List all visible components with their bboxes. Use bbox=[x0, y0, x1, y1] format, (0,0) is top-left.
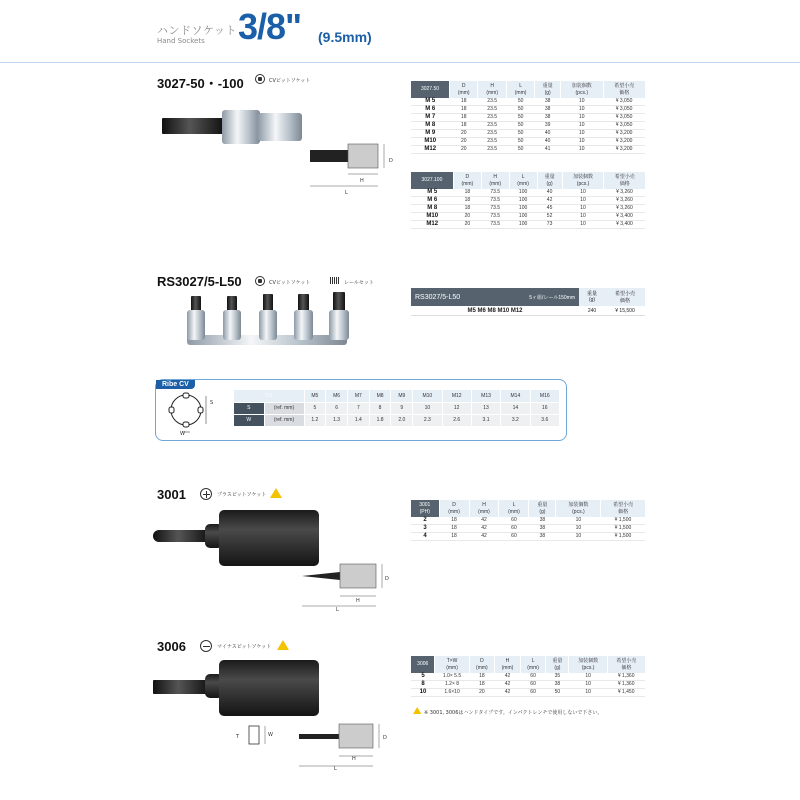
spec-table-rs3027 bbox=[411, 288, 645, 316]
table-cell: 18 bbox=[469, 673, 495, 681]
table-cell: 10 bbox=[562, 213, 604, 221]
table-header-cell: L (mm) bbox=[499, 500, 529, 517]
table-header-cell: 3027.50 bbox=[411, 81, 450, 98]
ribe-header-cell: M6 bbox=[326, 390, 348, 402]
table-row bbox=[411, 189, 645, 197]
table-cell: ¥ 3,260 bbox=[604, 197, 645, 205]
rs-weight: 240 bbox=[587, 307, 597, 314]
table-cell: ¥ 3,200 bbox=[603, 146, 645, 154]
table-cell: 18 bbox=[439, 517, 469, 525]
ribe-header-cell: M5 bbox=[304, 390, 326, 402]
table-cell: 23.5 bbox=[478, 146, 506, 154]
table-cell: 1.2× 8 bbox=[435, 681, 469, 689]
table-header-cell: 3001 (PH) bbox=[411, 500, 439, 517]
table-header-cell: L (mm) bbox=[506, 81, 534, 98]
ribe-row-unit: (ref. mm) bbox=[264, 414, 304, 426]
note-3001-3006: ※ 3001, 3006はハンドタイプです。インパクトレンチで使用しないで下さい。 bbox=[424, 710, 603, 716]
row-size-cell: M 5 bbox=[411, 98, 450, 106]
table-cell: 18 bbox=[450, 114, 478, 122]
dim-d-label: D bbox=[383, 735, 387, 741]
table-cell: ¥ 3,050 bbox=[603, 106, 645, 114]
ribe-value-cell: 10 bbox=[413, 402, 442, 414]
table-cell: 18 bbox=[450, 98, 478, 106]
table-cell: 10 bbox=[562, 189, 604, 197]
table-row bbox=[411, 681, 645, 689]
dim-l-label: L bbox=[345, 190, 348, 196]
ribe-value-cell: 3.6 bbox=[530, 414, 559, 426]
table-row bbox=[411, 221, 645, 229]
ribe-cv-tag: Ribe CV bbox=[156, 380, 195, 389]
table-cell: ¥ 1,500 bbox=[601, 525, 645, 533]
table-cell: 100 bbox=[509, 197, 537, 205]
dim-d-label: D bbox=[385, 576, 389, 582]
ribe-row-label: W bbox=[234, 414, 264, 426]
ribe-value-cell: 1.2 bbox=[304, 414, 326, 426]
table-cell: 45 bbox=[537, 205, 562, 213]
header-size-mm: (9.5mm) bbox=[318, 29, 372, 45]
table-header-cell: T×W (mm) bbox=[435, 656, 469, 673]
ribe-value-cell: 12 bbox=[442, 402, 471, 414]
row-size-cell: 3 bbox=[411, 525, 439, 533]
table-cell: 73.5 bbox=[481, 189, 509, 197]
table-cell: 52 bbox=[537, 213, 562, 221]
table-header-cell: 3027.100 bbox=[411, 172, 453, 189]
table-cell: 18 bbox=[439, 533, 469, 541]
table-header-cell: H (mm) bbox=[495, 656, 521, 673]
table-cell: ¥ 3,200 bbox=[603, 130, 645, 138]
ribe-value-cell: 3.2 bbox=[501, 414, 530, 426]
rs-price-hdr: 希望小売 価格 bbox=[614, 291, 635, 304]
table-row bbox=[411, 205, 645, 213]
ribe-value-cell: 1.4 bbox=[347, 414, 369, 426]
table-cell: 50 bbox=[506, 130, 534, 138]
table-cell: 10 bbox=[560, 138, 603, 146]
table-cell: 50 bbox=[506, 122, 534, 130]
table-cell: 38 bbox=[535, 98, 561, 106]
table-header-cell: 重量 (g) bbox=[535, 81, 561, 98]
table-cell: 35 bbox=[546, 673, 569, 681]
table-cell: 18 bbox=[450, 106, 478, 114]
row-size-cell: M 8 bbox=[411, 122, 450, 130]
ribe-header-cell: M12 bbox=[442, 390, 471, 402]
dim-w-label: W bbox=[268, 732, 273, 738]
table-cell: 73 bbox=[537, 221, 562, 229]
model-3006: 3006 bbox=[157, 639, 186, 654]
socket-3027-illustration bbox=[162, 110, 302, 144]
table-header-cell: 重量 (g) bbox=[529, 500, 556, 517]
table-cell: 73.5 bbox=[481, 213, 509, 221]
table-cell: 60 bbox=[520, 689, 546, 697]
ribe-value-cell: 8 bbox=[369, 402, 391, 414]
table-header-cell: H (mm) bbox=[469, 500, 499, 517]
table-row bbox=[411, 130, 645, 138]
table-cell: 50 bbox=[506, 98, 534, 106]
table-cell: 50 bbox=[506, 114, 534, 122]
ribe-value-cell: 13 bbox=[471, 402, 500, 414]
table-cell: 100 bbox=[509, 213, 537, 221]
ribe-value-cell: 6 bbox=[326, 402, 348, 414]
type-label-3001: プラスビットソケット bbox=[217, 492, 267, 498]
ribe-w-label: W bbox=[180, 431, 185, 437]
table-cell: 18 bbox=[453, 197, 481, 205]
dim-d-label: D bbox=[389, 158, 393, 164]
model-3001: 3001 bbox=[157, 487, 186, 502]
table-row bbox=[411, 533, 645, 541]
table-cell: 20 bbox=[450, 130, 478, 138]
table-cell: ¥ 3,400 bbox=[604, 213, 645, 221]
dim-l-label: L bbox=[334, 766, 337, 772]
table-cell: 100 bbox=[509, 205, 537, 213]
table-cell: 60 bbox=[499, 517, 529, 525]
ribe-value-cell: 9 bbox=[391, 402, 413, 414]
table-cell: 1.0× 5.5 bbox=[435, 673, 469, 681]
dimension-drawing-3001 bbox=[300, 560, 390, 616]
table-cell: ¥ 3,050 bbox=[603, 114, 645, 122]
table-cell: 60 bbox=[520, 673, 546, 681]
table-cell: ¥ 3,200 bbox=[603, 138, 645, 146]
ribe-header-cell: M13 bbox=[471, 390, 500, 402]
table-cell: 23.5 bbox=[478, 106, 506, 114]
warning-icon bbox=[270, 488, 282, 498]
header-title-jp: ハンドソケット bbox=[157, 24, 237, 37]
table-row bbox=[411, 689, 645, 697]
table-row bbox=[411, 146, 645, 154]
table-cell: ¥ 1,360 bbox=[607, 673, 645, 681]
table-cell: ¥ 1,450 bbox=[607, 689, 645, 697]
table-cell: 38 bbox=[529, 533, 556, 541]
table-cell: 18 bbox=[453, 205, 481, 213]
row-size-cell: M 9 bbox=[411, 130, 450, 138]
table-cell: 18 bbox=[439, 525, 469, 533]
table-header-cell: H (mm) bbox=[478, 81, 506, 98]
phillips-icon bbox=[200, 488, 212, 500]
table-header-cell: H (mm) bbox=[481, 172, 509, 189]
table-cell: 20 bbox=[453, 213, 481, 221]
table-header-cell: L (mm) bbox=[509, 172, 537, 189]
table-cell: ¥ 1,500 bbox=[601, 533, 645, 541]
row-size-cell: M 6 bbox=[411, 197, 453, 205]
table-cell: 42 bbox=[469, 533, 499, 541]
ribe-value-cell: 7 bbox=[347, 402, 369, 414]
row-size-cell: M 6 bbox=[411, 106, 450, 114]
table-header-cell: 重量 (g) bbox=[537, 172, 562, 189]
table-cell: 18 bbox=[450, 122, 478, 130]
ribe-s-label: S bbox=[210, 400, 214, 406]
spec-table-3027-100 bbox=[411, 172, 645, 229]
table-row bbox=[411, 114, 645, 122]
table-cell: 10 bbox=[562, 205, 604, 213]
table-header-cell: 加装個数 (pcs.) bbox=[562, 172, 604, 189]
ribe-value-cell: 3.1 bbox=[471, 414, 500, 426]
dim-h-label: H bbox=[352, 756, 356, 762]
table-cell: 10 bbox=[562, 221, 604, 229]
dim-h-label: H bbox=[360, 178, 364, 184]
table-cell: 18 bbox=[469, 681, 495, 689]
dim-t-label: T bbox=[236, 734, 240, 740]
table-row bbox=[411, 517, 645, 525]
table-cell: 100 bbox=[509, 221, 537, 229]
table-row bbox=[411, 673, 645, 681]
table-cell: 23.5 bbox=[478, 122, 506, 130]
model-rs3027: RS3027/5-L50 bbox=[157, 274, 242, 289]
rs-name: RS3027/5-L50 bbox=[415, 293, 461, 301]
dim-l-label: L bbox=[336, 607, 339, 613]
table-cell: 23.5 bbox=[478, 114, 506, 122]
table-cell: 38 bbox=[529, 517, 556, 525]
table-header-cell: L (mm) bbox=[520, 656, 546, 673]
table-cell: 42 bbox=[469, 517, 499, 525]
table-cell: 18 bbox=[453, 189, 481, 197]
table-cell: 20 bbox=[450, 146, 478, 154]
table-cell: 10 bbox=[562, 197, 604, 205]
table-cell: 10 bbox=[569, 673, 607, 681]
dimension-drawing-3006 bbox=[245, 718, 395, 774]
type-label-rs3027: CVビットソケット bbox=[269, 280, 311, 286]
table-cell: 10 bbox=[560, 122, 603, 130]
table-cell: 60 bbox=[499, 525, 529, 533]
table-cell: 40 bbox=[535, 138, 561, 146]
table-cell: 39 bbox=[535, 122, 561, 130]
table-cell: 38 bbox=[529, 525, 556, 533]
ribe-profile-icon bbox=[168, 392, 212, 436]
table-cell: 73.5 bbox=[481, 205, 509, 213]
ribe-value-cell: 5 bbox=[304, 402, 326, 414]
row-size-cell: M10 bbox=[411, 213, 453, 221]
table-header-cell: 希望小売 価格 bbox=[601, 500, 645, 517]
ribe-header-cell: M16 bbox=[530, 390, 559, 402]
ribe-header-cell: CV bbox=[234, 390, 304, 402]
dim-h-label: H bbox=[356, 598, 360, 604]
table-cell: 73.5 bbox=[481, 221, 509, 229]
row-size-cell: M12 bbox=[411, 146, 450, 154]
table-cell: 50 bbox=[506, 146, 534, 154]
table-cell: 10 bbox=[569, 681, 607, 689]
ribe-row bbox=[234, 414, 560, 426]
table-cell: 60 bbox=[499, 533, 529, 541]
table-cell: 42 bbox=[495, 673, 521, 681]
row-size-cell: M10 bbox=[411, 138, 450, 146]
table-cell: 10 bbox=[556, 533, 601, 541]
table-cell: 10 bbox=[560, 114, 603, 122]
table-cell: 20 bbox=[450, 138, 478, 146]
table-cell: 1.6×10 bbox=[435, 689, 469, 697]
table-cell: 23.5 bbox=[478, 98, 506, 106]
table-cell: ¥ 3,400 bbox=[604, 221, 645, 229]
warning-icon bbox=[413, 707, 421, 714]
table-cell: 50 bbox=[546, 689, 569, 697]
table-cell: 73.5 bbox=[481, 197, 509, 205]
table-row bbox=[411, 122, 645, 130]
ribe-row bbox=[234, 402, 560, 414]
ribe-value-cell: 14 bbox=[501, 402, 530, 414]
table-cell: 10 bbox=[569, 689, 607, 697]
table-header-cell: 3006 bbox=[411, 656, 435, 673]
cv-bit-icon bbox=[255, 276, 265, 286]
row-size-cell: M 7 bbox=[411, 114, 450, 122]
table-cell: ¥ 3,050 bbox=[603, 98, 645, 106]
table-row bbox=[411, 98, 645, 106]
table-header-cell: D (mm) bbox=[469, 656, 495, 673]
rs-price: ¥ 15,500 bbox=[615, 307, 635, 314]
type-label-3006: マイナスビットソケット bbox=[217, 644, 272, 650]
model-3027: 3027-50・-100 bbox=[157, 76, 244, 91]
table-cell: 42 bbox=[469, 525, 499, 533]
ribe-value-cell: 2.3 bbox=[413, 414, 442, 426]
table-header-cell: D (mm) bbox=[450, 81, 478, 98]
table-cell: ¥ 1,360 bbox=[607, 681, 645, 689]
header-divider bbox=[0, 62, 800, 63]
table-cell: 40 bbox=[537, 189, 562, 197]
rail-label: レールセット bbox=[344, 280, 374, 286]
row-size-cell: 5 bbox=[411, 673, 435, 681]
table-cell: 42 bbox=[495, 689, 521, 697]
ribe-header-cell: M9 bbox=[391, 390, 413, 402]
ribe-header-cell: M14 bbox=[501, 390, 530, 402]
table-cell: 41 bbox=[535, 146, 561, 154]
row-size-cell: 8 bbox=[411, 681, 435, 689]
type-label-3027: CVビットソケット bbox=[269, 78, 311, 84]
row-size-cell: 10 bbox=[411, 689, 435, 697]
ribe-cv-table bbox=[234, 390, 560, 427]
warning-icon bbox=[277, 640, 289, 650]
rs-contents: M5 M6 M8 M10 M12 bbox=[467, 307, 523, 314]
table-header-cell: D (mm) bbox=[453, 172, 481, 189]
rail-icon bbox=[330, 277, 340, 284]
table-cell: 50 bbox=[506, 138, 534, 146]
table-cell: 10 bbox=[556, 525, 601, 533]
rs-weight-hdr: 重量 (g) bbox=[586, 291, 597, 303]
ribe-value-cell: 1.8 bbox=[369, 414, 391, 426]
table-cell: 10 bbox=[560, 98, 603, 106]
table-header-cell: 重量 (g) bbox=[546, 656, 569, 673]
table-cell: 42 bbox=[537, 197, 562, 205]
table-cell: 10 bbox=[560, 130, 603, 138]
table-header-cell: 加装個数 (pcs.) bbox=[560, 81, 603, 98]
table-cell: ¥ 3,260 bbox=[604, 205, 645, 213]
table-header-cell: 希望小売 価格 bbox=[607, 656, 645, 673]
table-cell: 20 bbox=[453, 221, 481, 229]
row-size-cell: 2 bbox=[411, 517, 439, 525]
cv-bit-icon bbox=[255, 74, 265, 84]
socket-3001-illustration bbox=[153, 510, 323, 566]
table-cell: 10 bbox=[560, 106, 603, 114]
table-cell: 60 bbox=[520, 681, 546, 689]
table-cell: 40 bbox=[535, 130, 561, 138]
table-cell: 10 bbox=[556, 517, 601, 525]
socket-3006-illustration bbox=[153, 660, 323, 716]
table-row bbox=[411, 525, 645, 533]
ribe-row-label: S bbox=[234, 402, 264, 414]
table-cell: 38 bbox=[546, 681, 569, 689]
table-cell: 38 bbox=[535, 114, 561, 122]
ribe-value-cell: 1.3 bbox=[326, 414, 348, 426]
table-cell: 100 bbox=[509, 189, 537, 197]
ribe-value-cell: 2.0 bbox=[391, 414, 413, 426]
row-size-cell: M 5 bbox=[411, 189, 453, 197]
header-size: 3/8" bbox=[238, 6, 302, 47]
table-row bbox=[411, 106, 645, 114]
row-size-cell: 4 bbox=[411, 533, 439, 541]
table-cell: 10 bbox=[560, 146, 603, 154]
table-cell: ¥ 3,260 bbox=[604, 189, 645, 197]
table-cell: 23.5 bbox=[478, 138, 506, 146]
spec-table-3001 bbox=[411, 500, 645, 541]
ribe-header-cell: M10 bbox=[413, 390, 442, 402]
table-header-cell: 希望小売 価格 bbox=[603, 81, 645, 98]
table-cell: ¥ 1,500 bbox=[601, 517, 645, 525]
ribe-row-unit: (ref. mm) bbox=[264, 402, 304, 414]
header-title-en: Hand Sockets bbox=[157, 37, 205, 45]
table-row bbox=[411, 138, 645, 146]
row-size-cell: M 8 bbox=[411, 205, 453, 213]
table-header-cell: D (mm) bbox=[439, 500, 469, 517]
ribe-cv-box bbox=[155, 379, 567, 441]
rail-set-illustration bbox=[175, 290, 355, 360]
ribe-value-cell: 2.6 bbox=[442, 414, 471, 426]
ribe-header-cell: M7 bbox=[347, 390, 369, 402]
table-header-cell: 加装個数 (pcs.) bbox=[569, 656, 607, 673]
spec-table-3027-50 bbox=[411, 81, 645, 154]
ribe-value-cell: 16 bbox=[530, 402, 559, 414]
dimension-drawing-3027 bbox=[306, 140, 396, 200]
table-header-cell: 希望小売 価格 bbox=[604, 172, 645, 189]
table-row bbox=[411, 213, 645, 221]
table-row bbox=[411, 197, 645, 205]
table-cell: ¥ 3,050 bbox=[603, 122, 645, 130]
spec-table-3006 bbox=[411, 656, 645, 697]
row-size-cell: M12 bbox=[411, 221, 453, 229]
table-cell: 42 bbox=[495, 681, 521, 689]
table-cell: 50 bbox=[506, 106, 534, 114]
table-cell: 38 bbox=[535, 106, 561, 114]
table-header-cell: 加装個数 (pcs.) bbox=[556, 500, 601, 517]
rs-desc: 5ヶ組/レール150mm bbox=[529, 294, 575, 301]
table-cell: 20 bbox=[469, 689, 495, 697]
table-cell: 23.5 bbox=[478, 130, 506, 138]
slotted-icon bbox=[200, 640, 212, 652]
ribe-header-cell: M8 bbox=[369, 390, 391, 402]
